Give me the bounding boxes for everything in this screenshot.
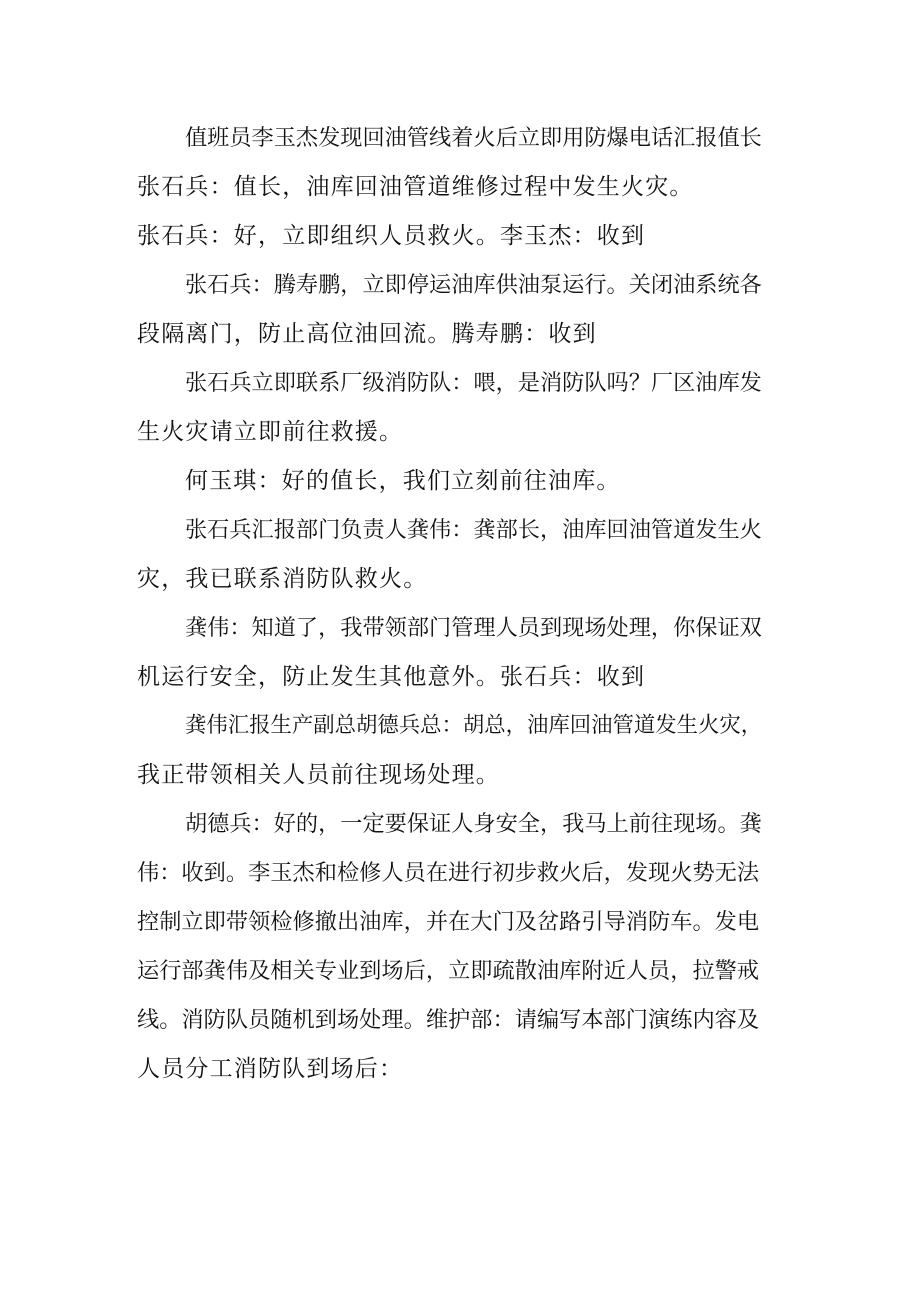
text-line-20: 人员分工消防队到场后： [137, 1056, 404, 1082]
text-line-14: 我正带领相关人员前往现场处理。 [137, 762, 500, 788]
text-line-17: 控制立即带领检修撤出油库，并在大门及岔路引导消防车。发电 [137, 909, 760, 935]
text-line-12: 机运行安全，防止发生其他意外。张石兵：收到 [137, 664, 646, 690]
text-line-3: 张石兵：好，立即组织人员救火。李玉杰：收到 [137, 223, 646, 249]
text-line-7: 生火灾请立即前往救援。 [137, 419, 404, 445]
text-line-11: 龚伟：知道了，我带领部门管理人员到现场处理，你保证双 [185, 615, 762, 641]
text-line-2: 张石兵：值长，油库回油管道维修过程中发生火灾。 [137, 174, 694, 200]
text-line-19: 线。消防队员随机到场处理。维护部：请编写本部门演练内容及 [137, 1007, 760, 1033]
text-line-18: 运行部龚伟及相关专业到场后，立即疏散油库附近人员，拉警戒 [137, 958, 760, 984]
text-line-13: 龚伟汇报生产副总胡德兵总：胡总，油库回油管道发生火灾， [185, 713, 763, 738]
text-line-6: 张石兵立即联系厂级消防队：喂，是消防队吗？厂区油库发 [185, 370, 762, 396]
text-line-15: 胡德兵：好的，一定要保证人身安全，我马上前往现场。龚 [185, 811, 762, 837]
text-line-8: 何玉琪：好的值长，我们立刻前往油库。 [185, 468, 621, 494]
text-line-9: 张石兵汇报部门负责人龚伟：龚部长，油库回油管道发生火 [185, 517, 762, 543]
text-line-10: 灾，我已联系消防队救火。 [137, 566, 428, 592]
text-line-16: 伟：收到。李玉杰和检修人员在进行初步救火后，发现火势无法 [137, 860, 760, 886]
text-line-5: 段隔离门，防止高位油回流。腾寿鹏：收到 [137, 321, 597, 347]
text-line-4: 张石兵：腾寿鹏，立即停运油库供油泵运行。关闭油系统各 [185, 272, 762, 298]
text-line-1: 值班员李玉杰发现回油管线着火后立即用防爆电话汇报值长 [185, 125, 762, 151]
